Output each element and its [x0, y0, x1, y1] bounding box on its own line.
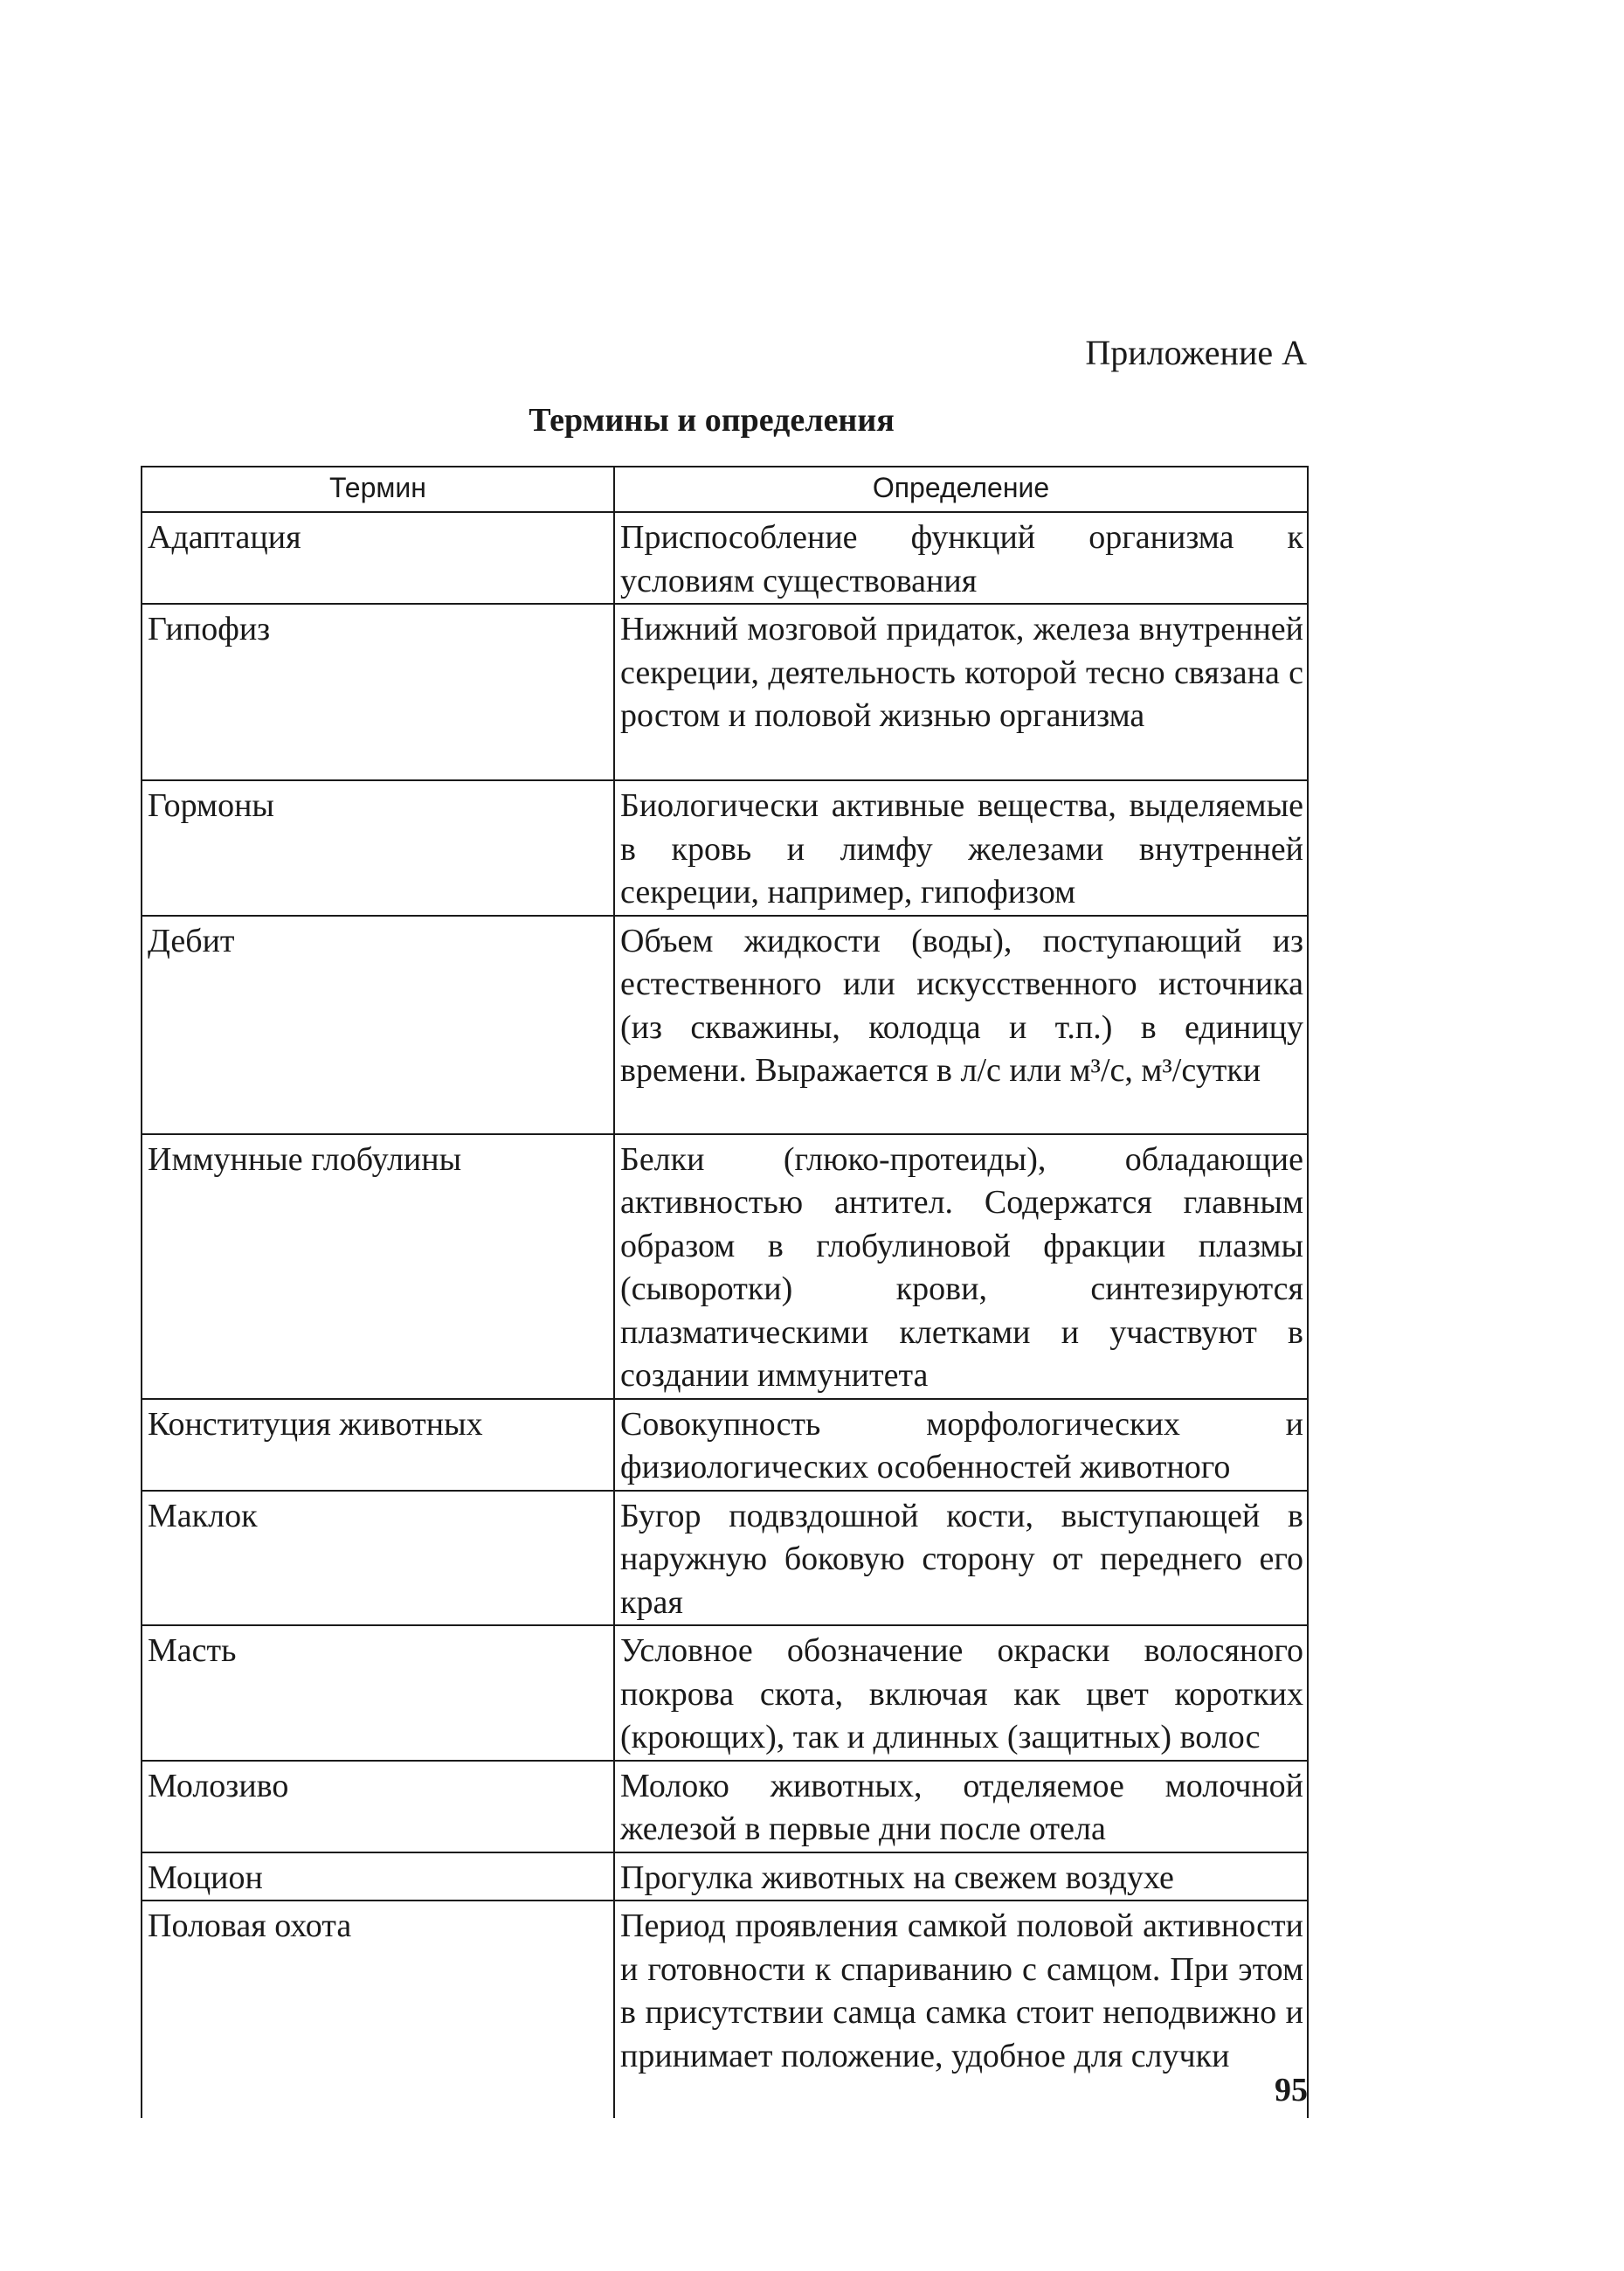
- table-row: [142, 1491, 1308, 1626]
- table-row: [142, 1625, 1308, 1761]
- page-title: Термины и определения: [529, 402, 895, 439]
- column-header-term: Термин: [142, 467, 614, 512]
- term-cell: Гипофиз: [142, 604, 614, 780]
- table-row: [142, 1134, 1308, 1399]
- table-row: [142, 780, 1308, 916]
- term-cell: Маклок: [142, 1491, 614, 1626]
- header-row: [142, 467, 1308, 512]
- table-body: [142, 512, 1308, 2118]
- definition-cell: Объем жидкости (воды), поступающий из естественного или искусственного источника (из скважины, колодца и т.п.) в единицу времени. Выражается в л/с или м³/с, м³/сутки: [614, 916, 1308, 1134]
- definition-cell: Приспособление функций организма к условиям существования: [614, 512, 1308, 604]
- table-row: [142, 1761, 1308, 1852]
- page-number: 95: [1275, 2072, 1308, 2108]
- term-cell: Адаптация: [142, 512, 614, 604]
- term-cell: Дебит: [142, 916, 614, 1134]
- definition-cell: Совокупность морфологических и физиологических особенностей животного: [614, 1399, 1308, 1491]
- term-cell: Масть: [142, 1625, 614, 1761]
- term-cell: Гормоны: [142, 780, 614, 916]
- definition-cell: Условное обозначение окраски волосяного покрова скота, включая как цвет коротких (кроющих), так и длинных (защитных) волос: [614, 1625, 1308, 1761]
- term-cell: Иммунные глобулины: [142, 1134, 614, 1399]
- term-cell: Конституция животных: [142, 1399, 614, 1491]
- definition-cell: Прогулка животных на свежем воздухе: [614, 1852, 1308, 1901]
- definition-cell: Белки (глюко-протеиды), обладающие активностью антител. Содержатся главным образом в глобулиновой фракции плазмы (сыворотки) крови, синтезируются плазматическими клетками и участвуют в создании иммунитета: [614, 1134, 1308, 1399]
- definition-cell: Биологически активные вещества, выделяемые в кровь и лимфу железами внутренней секреции, например, гипофизом: [614, 780, 1308, 916]
- term-cell: Половая охота: [142, 1901, 614, 2118]
- table-row: [142, 1901, 1308, 2118]
- definition-cell: Молоко животных, отделяемое молочной железой в первые дни после отела: [614, 1761, 1308, 1852]
- definition-cell: Период проявления самкой половой активности и готовности к спариванию с самцом. При этом в присутствии самца самка стоит неподвижно и принимает положение, удобное для случки: [614, 1901, 1308, 2118]
- table-header: [142, 467, 1308, 512]
- table-row: [142, 916, 1308, 1134]
- table-row: [142, 1399, 1308, 1491]
- terms-table: [141, 466, 1309, 2118]
- definition-cell: Нижний мозговой придаток, железа внутренней секреции, деятельность которой тесно связана с ростом и половой жизнью организма: [614, 604, 1308, 780]
- column-header-definition: Определение: [614, 467, 1308, 512]
- term-cell: Молозиво: [142, 1761, 614, 1852]
- appendix-label: Приложение А: [1085, 333, 1307, 372]
- table-row: [142, 604, 1308, 780]
- term-cell: Моцион: [142, 1852, 614, 1901]
- table-row: [142, 1852, 1308, 1901]
- table-row: [142, 512, 1308, 604]
- definition-cell: Бугор подвздошной кости, выступающей в наружную боковую сторону от переднего его края: [614, 1491, 1308, 1626]
